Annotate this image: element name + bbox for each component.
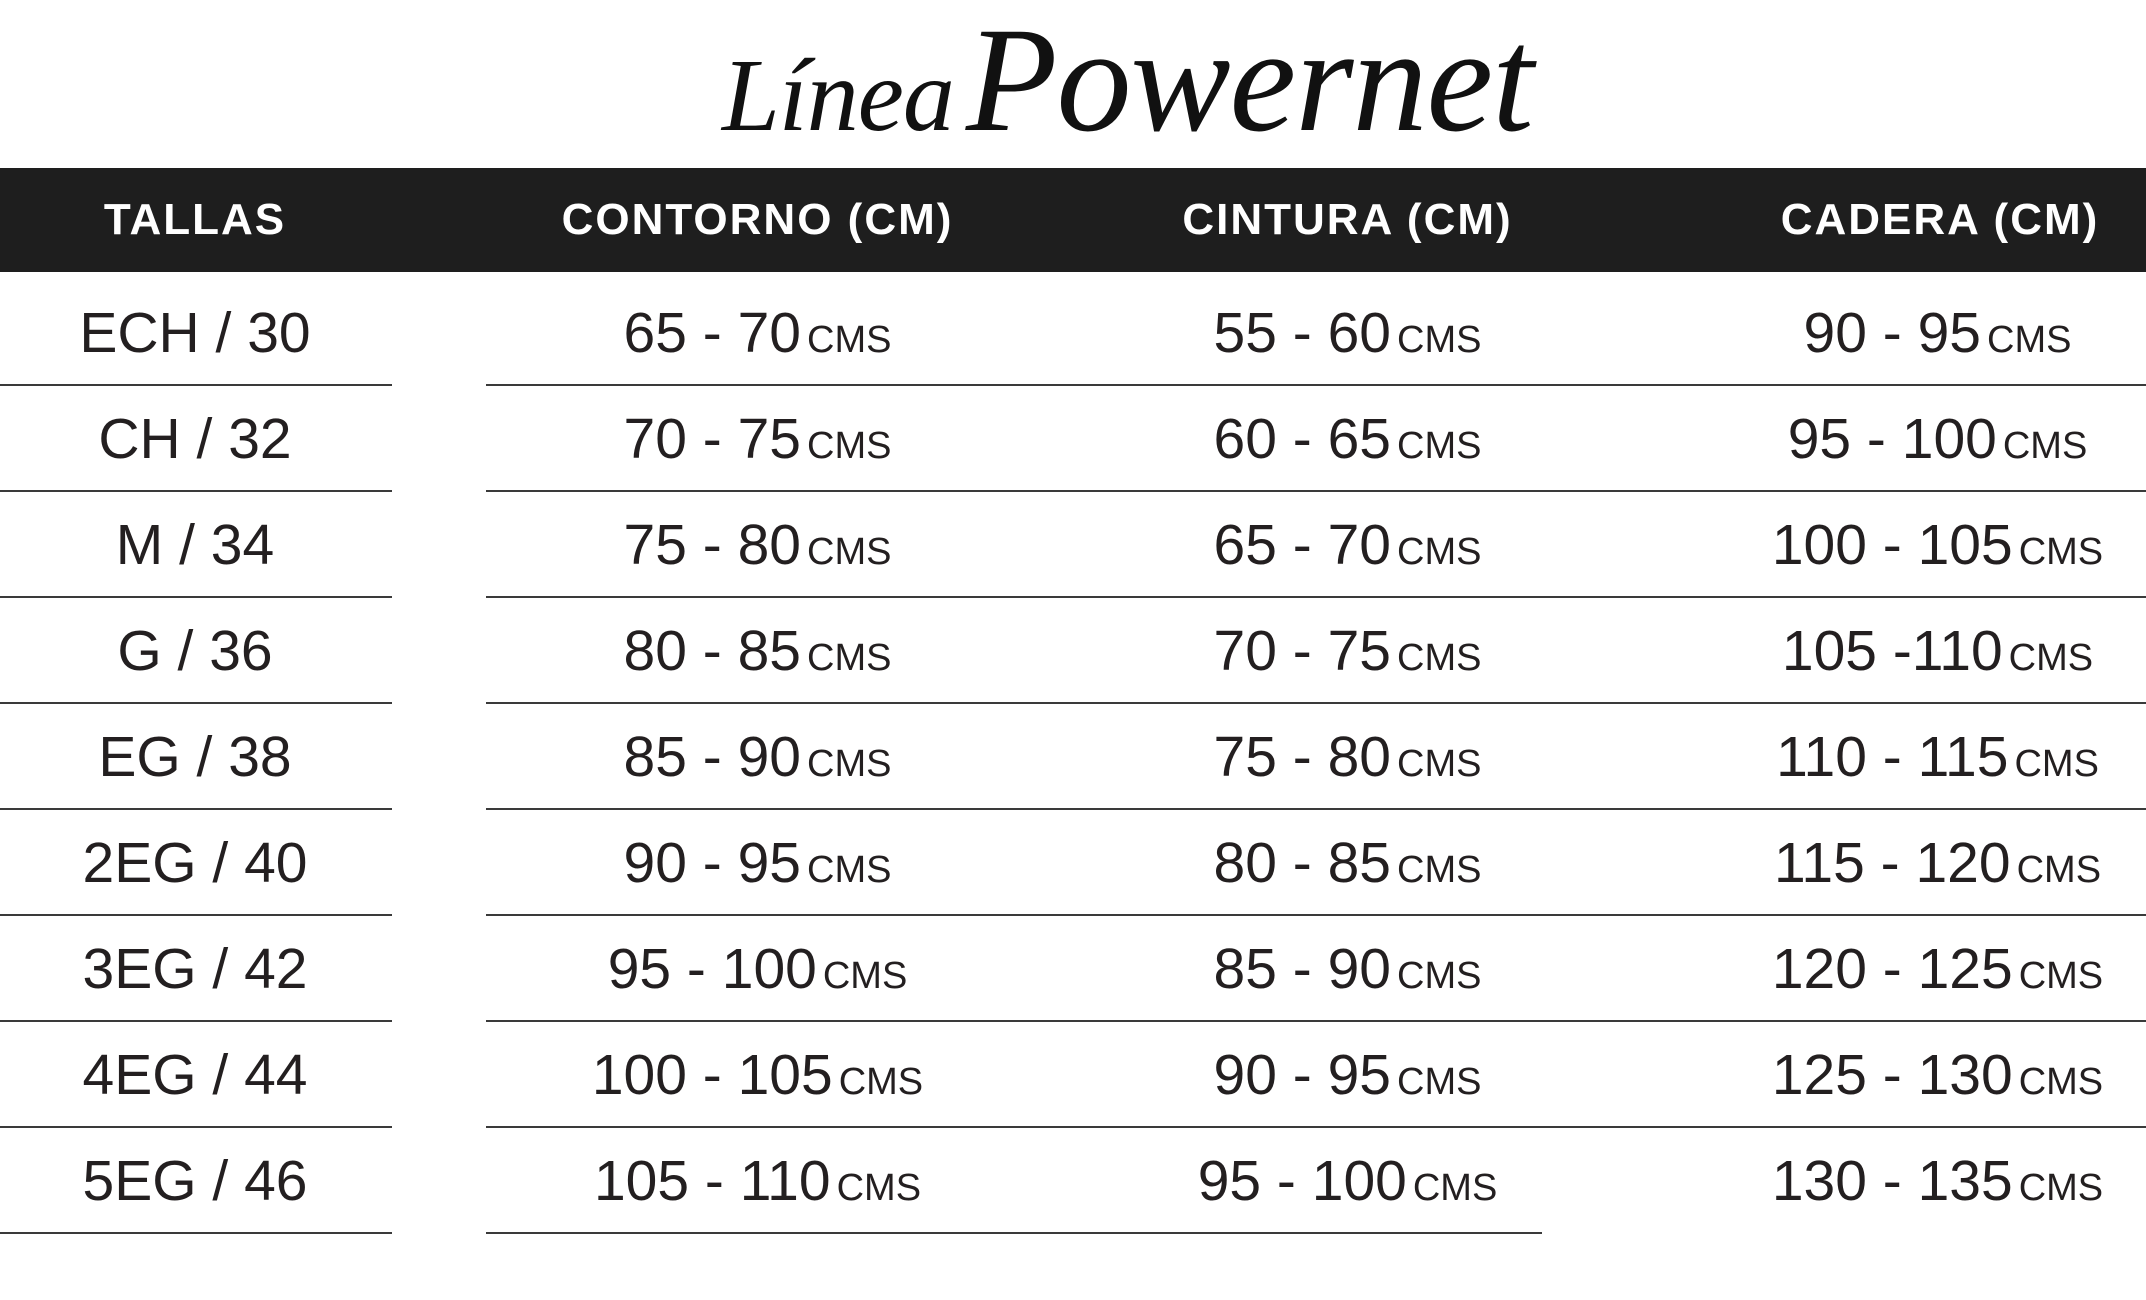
contorno-value: 90 - 95 <box>623 831 801 895</box>
cadera-cell <box>1690 1020 2146 1126</box>
title-name: Powernet <box>965 0 1533 163</box>
title-prefix: Línea <box>722 38 954 153</box>
unit-label: CMS <box>2014 743 2099 785</box>
table-row <box>0 490 2146 596</box>
table-row <box>0 384 2146 490</box>
cintura-cell <box>1100 278 1595 384</box>
contorno-value: 75 - 80 <box>623 513 801 577</box>
unit-label: CMS <box>2018 1167 2104 1209</box>
unit-label: CMS <box>1397 743 1482 785</box>
contorno-cell <box>510 384 1005 490</box>
table-row <box>0 1020 2146 1126</box>
unit-label: CMS <box>1397 425 1482 467</box>
header-tallas: TALLAS <box>103 195 287 244</box>
cadera-cell <box>1690 384 2146 490</box>
contorno-cell <box>510 1126 1005 1232</box>
cadera-cell <box>1690 596 2146 702</box>
talla-cell: ECH / 30 <box>79 301 311 365</box>
contorno-value: 105 - 110 <box>593 1149 831 1213</box>
cadera-cell <box>1690 278 2146 384</box>
unit-label: CMS <box>1412 1167 1498 1209</box>
cadera-value: 95 - 100 <box>1787 407 1997 471</box>
unit-label: CMS <box>1397 637 1482 679</box>
header-cadera: CADERA (CM) <box>1780 195 2100 244</box>
unit-label: CMS <box>1987 319 2072 361</box>
unit-label: CMS <box>2002 425 2088 467</box>
table-row <box>0 1126 2146 1232</box>
unit-label: CMS <box>2008 637 2094 679</box>
unit-label: CMS <box>2018 531 2104 573</box>
cintura-value: 55 - 60 <box>1213 301 1391 365</box>
talla-cell: M / 34 <box>115 513 275 577</box>
unit-label: CMS <box>807 531 892 573</box>
row-divider <box>0 1232 392 1234</box>
cintura-cell <box>1100 490 1595 596</box>
unit-label: CMS <box>1397 531 1482 573</box>
contorno-cell <box>510 596 1005 702</box>
table-row <box>0 914 2146 1020</box>
unit-label: CMS <box>807 743 892 785</box>
cadera-value: 125 - 130 <box>1771 1043 2013 1107</box>
contorno-cell <box>510 808 1005 914</box>
unit-label: CMS <box>2016 849 2102 891</box>
unit-label: CMS <box>836 1167 922 1209</box>
cintura-value: 60 - 65 <box>1213 407 1391 471</box>
cintura-value: 90 - 95 <box>1213 1043 1391 1107</box>
unit-label: CMS <box>1397 319 1482 361</box>
cintura-cell <box>1100 702 1595 808</box>
unit-label: CMS <box>807 849 892 891</box>
cadera-cell <box>1690 808 2146 914</box>
unit-label: CMS <box>807 319 892 361</box>
contorno-value: 70 - 75 <box>623 407 801 471</box>
unit-label: CMS <box>822 955 908 997</box>
cintura-value: 70 - 75 <box>1213 619 1391 683</box>
unit-label: CMS <box>2018 1061 2104 1103</box>
contorno-value: 85 - 90 <box>623 725 801 789</box>
talla-cell: EG / 38 <box>98 725 292 789</box>
cintura-value: 95 - 100 <box>1197 1149 1407 1213</box>
cintura-value: 65 - 70 <box>1213 513 1391 577</box>
talla-cell: CH / 32 <box>98 407 292 471</box>
cintura-cell <box>1100 914 1595 1020</box>
talla-cell: 3EG / 42 <box>82 937 308 1001</box>
cadera-value: 100 - 105 <box>1771 513 2013 577</box>
header-contorno: CONTORNO (CM) <box>561 195 954 244</box>
table-row <box>0 702 2146 808</box>
cintura-cell <box>1100 384 1595 490</box>
cadera-value: 130 - 135 <box>1771 1149 2013 1213</box>
contorno-cell <box>510 702 1005 808</box>
contorno-cell <box>510 1020 1005 1126</box>
cintura-cell <box>1100 1020 1595 1126</box>
unit-label: CMS <box>807 425 892 467</box>
unit-label: CMS <box>2018 955 2104 997</box>
unit-label: CMS <box>1397 955 1482 997</box>
table-row <box>0 278 2146 384</box>
cintura-cell <box>1100 808 1595 914</box>
contorno-value: 80 - 85 <box>623 619 801 683</box>
talla-cell: 2EG / 40 <box>82 831 308 895</box>
cintura-value: 80 - 85 <box>1213 831 1391 895</box>
cintura-cell <box>1100 1126 1595 1232</box>
cadera-cell <box>1690 1126 2146 1232</box>
talla-cell: 5EG / 46 <box>82 1149 308 1213</box>
cintura-value: 75 - 80 <box>1213 725 1391 789</box>
table-row <box>0 808 2146 914</box>
contorno-value: 100 - 105 <box>591 1043 833 1107</box>
cadera-cell <box>1690 702 2146 808</box>
table-row <box>0 596 2146 702</box>
cadera-value: 115 - 120 <box>1773 831 2011 895</box>
talla-cell: 4EG / 44 <box>82 1043 308 1107</box>
contorno-value: 65 - 70 <box>623 301 801 365</box>
unit-label: CMS <box>1397 1061 1482 1103</box>
page-title <box>0 0 2146 163</box>
unit-label: CMS <box>807 637 892 679</box>
row-divider <box>486 1232 1542 1234</box>
talla-cell: G / 36 <box>117 619 273 683</box>
cintura-cell <box>1100 596 1595 702</box>
table-header <box>0 168 2146 272</box>
unit-label: CMS <box>1397 849 1482 891</box>
contorno-cell <box>510 914 1005 1020</box>
contorno-value: 95 - 100 <box>607 937 817 1001</box>
cintura-value: 85 - 90 <box>1213 937 1391 1001</box>
contorno-cell <box>510 490 1005 596</box>
cadera-value: 110 - 115 <box>1776 725 2009 789</box>
cadera-value: 105 -110 <box>1781 619 2003 683</box>
contorno-cell <box>510 278 1005 384</box>
cadera-value: 120 - 125 <box>1771 937 2013 1001</box>
header-cintura: CINTURA (CM) <box>1182 195 1513 244</box>
cadera-cell <box>1690 490 2146 596</box>
unit-label: CMS <box>838 1061 924 1103</box>
cadera-value: 90 - 95 <box>1803 301 1981 365</box>
cadera-cell <box>1690 914 2146 1020</box>
